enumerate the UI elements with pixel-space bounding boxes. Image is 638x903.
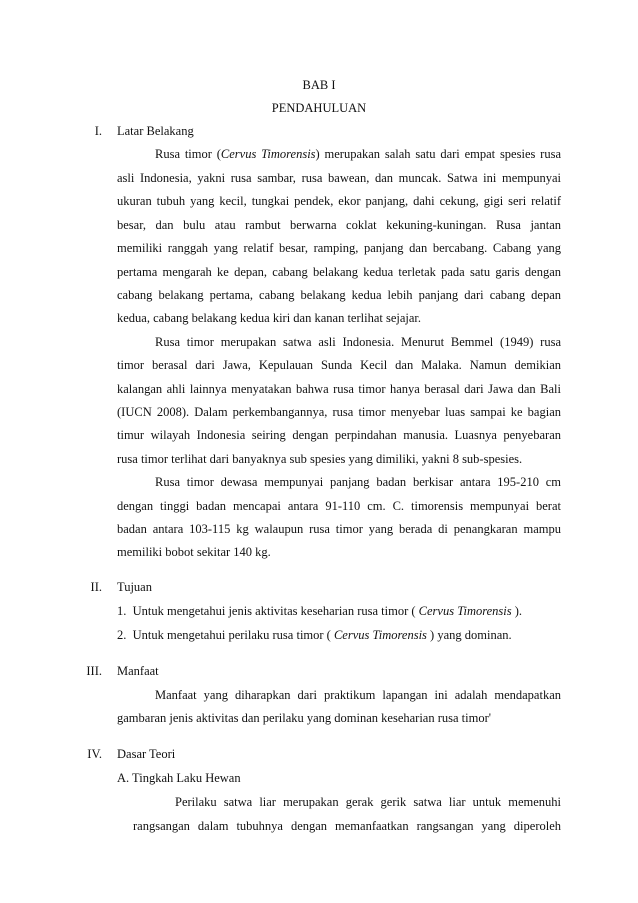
chapter-title: PENDAHULUAN xyxy=(271,101,367,115)
section-title-dasar-teori: Dasar Teori xyxy=(117,747,176,761)
paragraph-line: pertama mengarah ke depan, cabang belakang kedua terletak pada satu garis dengan xyxy=(117,265,561,279)
paragraph-line: cabang belakang pertama, cabang belakang kedua lebih panjang dari cabang depan xyxy=(117,288,561,302)
paragraph-line: memiliki bobot sekitar 140 kg. xyxy=(117,545,271,559)
species-name: Cervus Timorensis xyxy=(333,628,427,642)
paragraph-line: Perilaku satwa liar merupakan gerak gerik satwa liar untuk memenuhi xyxy=(175,795,561,809)
section-title-tujuan: Tujuan xyxy=(117,580,152,594)
section-numeral-3: III. xyxy=(86,664,102,678)
species-name: Cervus Timorensis xyxy=(418,604,512,618)
paragraph-line: (IUCN 2008). Dalam perkembangannya, rusa timor menyebar luas sampai ke bagian xyxy=(117,405,561,419)
section-title-manfaat: Manfaat xyxy=(117,664,159,678)
paragraph-line: timor berasal dari Jawa, Kepulauan Sunda Kecil dan Malaka. Namun demikian xyxy=(117,358,561,372)
paragraph-line: memiliki ranggah yang relatif besar, ramping, panjang dan bercabang. Cabang yang xyxy=(117,241,561,255)
section-numeral-4: IV. xyxy=(87,747,102,761)
section-numeral-2: II. xyxy=(90,580,102,594)
list-item: 2. Untuk mengetahui perilaku rusa timor ( Cervus Timorensis ) yang dominan. xyxy=(117,628,512,642)
chapter-number: BAB I xyxy=(302,78,336,92)
paragraph-line: gambaran jenis aktivitas dan perilaku yang dominan keseharian rusa timor' xyxy=(117,711,492,725)
paragraph-line: kedua, cabang belakang kedua kiri dan kanan terlihat sejajar. xyxy=(117,311,422,325)
paragraph-line: kalangan ahli lainnya menyatakan bahwa rusa timor hanya berasal dari Jawa dan Bali xyxy=(117,382,561,396)
section-numeral-1: I. xyxy=(94,124,102,138)
paragraph-line: badan antara 103-115 kg walaupun rusa timor yang berada di penangkaran mampu xyxy=(117,522,561,536)
paragraph-line: Rusa timor merupakan satwa asli Indonesia. Menurut Bemmel (1949) rusa xyxy=(155,335,561,349)
list-item: 1. Untuk mengetahui jenis aktivitas keseharian rusa timor ( Cervus Timorensis ). xyxy=(117,604,523,618)
paragraph-line: Rusa timor (Cervus Timorensis) merupakan salah satu dari empat spesies rusa xyxy=(155,147,562,161)
paragraph-line: rusa timor terlihat dari banyaknya sub spesies yang dimiliki, yakni 8 sub-spesies. xyxy=(117,452,523,466)
paragraph-line: rangsangan dalam tubuhnya dengan memanfaatkan rangsangan yang diperoleh xyxy=(133,819,561,833)
subsection-heading: A. Tingkah Laku Hewan xyxy=(117,771,241,785)
section-title-latar-belakang: Latar Belakang xyxy=(117,124,194,138)
paragraph-line: besar, dan bulu atau rambut berwarna coklat kekuning-kuningan. Rusa jantan xyxy=(117,218,561,232)
paragraph-line: Rusa timor dewasa mempunyai panjang badan berkisar antara 195-210 cm xyxy=(155,475,561,489)
paragraph-line: ukuran tubuh yang kecil, tungkai pendek, ekor panjang, dahi cekung, gigi seri relatif xyxy=(117,194,561,208)
paragraph-line: timur wilayah Indonesia seiring dengan perpindahan manusia. Luasnya penyebaran xyxy=(117,428,561,442)
paragraph-line: dengan tinggi badan mencapai antara 91-110 cm. C. timorensis mempunyai berat xyxy=(117,499,561,513)
species-name: Cervus Timorensis xyxy=(220,147,316,161)
paragraph-line: asli Indonesia, yakni rusa sambar, rusa bawean, dan muncak. Satwa ini mempunyai xyxy=(117,171,561,185)
paragraph-line: Manfaat yang diharapkan dari praktikum lapangan ini adalah mendapatkan xyxy=(155,688,561,702)
